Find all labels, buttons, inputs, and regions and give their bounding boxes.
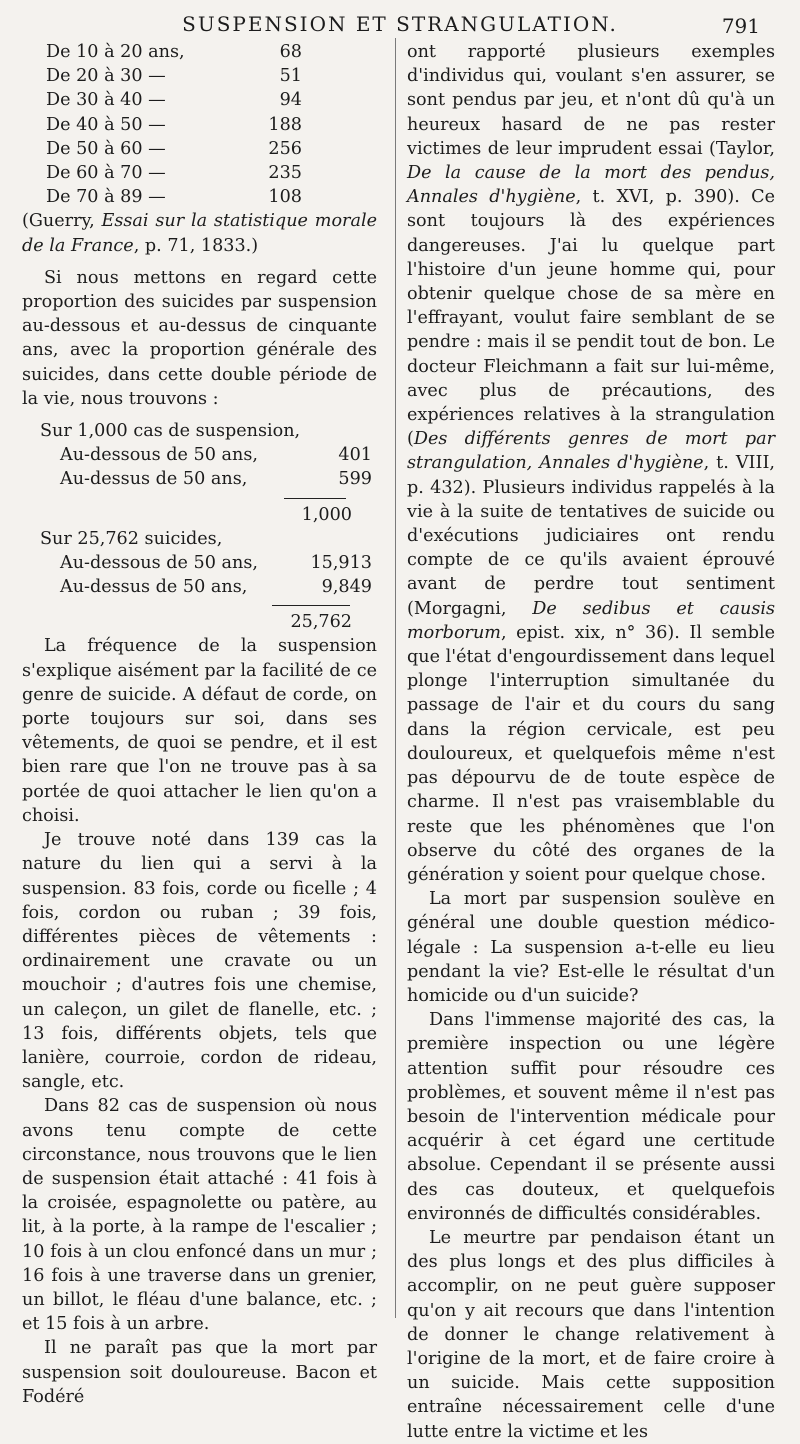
- paragraph: Le meurtre par pendaison étant un des plus longs et des plus difficiles à accomplir, on ne peut guère supposer qu'on y ait recours que dans l'intention de donner le change relativement à l'origine de la mort, et de faire croire à un suicide. Mais cette supposition entraîne nécessairement celle d'une lutte entre la victime et les: [407, 1227, 775, 1442]
- paragraph: Dans 82 cas de suspension où nous avons tenu compte de cette circonstance, nous trouvons que le lien de suspension était attaché : 41 fois à la croisée, espagnolette ou patère, au lit, à la porte, à la rampe de l'escalier ; 10 fois à un clou enfoncé dans un mur ; 16 fois à une traverse dans un grenier, un billot, le fléau d'une balance, etc. ; et 15 fois à un arbre.: [22, 1096, 377, 1335]
- stats-total: 1,000: [301, 504, 352, 525]
- stats-row: [40, 467, 377, 491]
- stats-total-row: [40, 610, 377, 634]
- stats-row: [40, 443, 377, 467]
- citation-open: (Guerry,: [22, 211, 102, 232]
- paragraph: Si nous mettons en regard cette proportion des suicides par suspension au-dessous et au-dessus de cinquante ans, avec la proportion générale des suicides, dans cette double période de la vie, nous trouvons :: [22, 267, 377, 409]
- sum-rule: [284, 498, 346, 499]
- italic-title: De sedibus et causis morborum: [407, 598, 775, 643]
- stats-total: 25,762: [290, 612, 352, 633]
- text-run: , t. XVI, p. 390). Ce sont toujours là des expériences dangereuses. J'ai lu quelque part l'histoire d'un jeune homme qui, pour obtenir quelque chose de sa mère en l'effrayant, voulut faire semblant de se pendre : mais il se pendit tout de bon. Le docteur Fleichmann a fait sur lui-même, avec plus de précautions, des expériences relatives à la strangulation (: [407, 187, 775, 450]
- age-range: De 50 à 60 —: [46, 138, 166, 159]
- text-run: ont rapporté plusieurs exemples d'individus qui, voulant s'en assurer, se sont pendus par jeu, et n'ont dû qu'à un heureux hasard de ne pas rester victimes de leur imprudent essai (Taylor,: [407, 42, 775, 159]
- age-count: 235: [268, 162, 302, 183]
- stats-value: 599: [338, 469, 372, 490]
- age-count: 94: [279, 90, 302, 111]
- age-count: 51: [279, 66, 302, 87]
- paragraph: [407, 40, 775, 887]
- stats-row: [40, 575, 377, 599]
- page-number: 791: [721, 14, 760, 38]
- age-row: [46, 161, 377, 185]
- age-range: De 70 à 89 —: [46, 187, 166, 208]
- italic-title: De la cause de la mort des pendus, Annales d'hygiène: [407, 163, 775, 208]
- stats-value: 401: [338, 445, 372, 466]
- age-range: De 60 à 70 —: [46, 162, 166, 183]
- age-count: 108: [268, 187, 302, 208]
- age-row: [46, 40, 377, 64]
- age-row: [46, 113, 377, 137]
- age-count: 68: [279, 42, 302, 62]
- age-row: [46, 137, 377, 161]
- text-run: , epist. xix, n° 36). Il semble que l'état d'engourdissement dans lequel plonge l'interruption simultanée du passage de l'air et du cours du sang dans la région cervicale, est peu douloureux, et quelquefois même n'est pas dépourvu de de toute espèce de charme. Il n'est pas vraisemblable du reste que les phénomènes que l'on observe du côté des organes de la génération y soient pour quelque chose.: [407, 622, 775, 885]
- stats-total-row: [40, 503, 377, 527]
- running-title: SUSPENSION ET STRANGULATION.: [182, 12, 618, 36]
- italic-title: Des différents genres de mort par strangulation, Annales d'hygiène: [407, 429, 775, 474]
- paragraph: La mort par suspension soulève en général une double question médico-légale : La suspension a-t-elle eu lieu pendant la vie? Est-elle le résultat d'un homicide ou d'un suicide?: [407, 889, 775, 1006]
- citation-title: Essai sur la statistique morale de la France: [22, 211, 377, 256]
- text-run: , t. VIII, p. 432). Plusieurs individus rappelés à la vie à la suite de tentatives de suicide ou d'exécutions judiciaires ont rendu compte de ce qu'ils avaient éprouvé avant de perdre tout sentiment (Morgagni,: [407, 453, 775, 619]
- citation-close: , p. 71, 1833.): [133, 235, 259, 256]
- right-column: [407, 40, 775, 1444]
- age-row: [46, 64, 377, 88]
- age-table: [46, 40, 377, 209]
- citation: [22, 209, 377, 257]
- stats-heading: Sur 1,000 cas de suspension,: [40, 420, 301, 441]
- age-count: 188: [268, 114, 302, 135]
- paragraph: La fréquence de la suspension s'explique aisément par la facilité de ce genre de suicide. A défaut de corde, on porte toujours sur soi, dans ses vêtements, de quoi se pendre, et il est bien rare que l'on ne trouve pas à sa portée de quoi attacher le lien qu'on a choisi.: [22, 636, 377, 826]
- stats-block: [40, 527, 377, 635]
- stats-label: Au-dessous de 50 ans,: [60, 552, 258, 573]
- paragraph: Dans l'immense majorité des cas, la première inspection ou une légère attention suffit pour résoudre ces problèmes, et souvent même il n'est pas besoin de l'intervention médicale pour acquérir à cet égard une certitude absolue. Cependant il se présente aussi des cas douteux, et quelquefois environnés de difficultés considérables.: [407, 1010, 775, 1224]
- age-range: De 40 à 50 —: [46, 114, 166, 135]
- age-row: [46, 88, 377, 112]
- age-range: De 10 à 20 ans,: [46, 42, 185, 62]
- stats-label: Au-dessus de 50 ans,: [60, 469, 248, 490]
- stats-label: Au-dessous de 50 ans,: [60, 445, 258, 466]
- age-row: [46, 185, 377, 209]
- stats-row: [40, 551, 377, 575]
- age-range: De 30 à 40 —: [46, 90, 166, 111]
- stats-value: 9,849: [321, 577, 372, 598]
- running-header: [0, 8, 800, 38]
- stats-heading: Sur 25,762 suicides,: [40, 528, 223, 549]
- age-count: 256: [268, 138, 302, 159]
- stats-value: 15,913: [310, 552, 372, 573]
- column-divider: [395, 38, 396, 1318]
- age-range: De 20 à 30 —: [46, 66, 166, 87]
- sum-rule: [272, 605, 350, 606]
- paragraph: Je trouve noté dans 139 cas la nature du lien qui a servi à la suspension. 83 fois, corde ou ficelle ; 4 fois, cordon ou ruban ; 39 fois, différentes pièces de vêtements : ordinairement une cravate ou un mouchoir ; d'autres fois une chemise, un caleçon, un gilet de flanelle, etc. ; 13 fois, différents objets, tels que lanière, courroie, cordon de rideau, sangle, etc.: [22, 830, 377, 1093]
- stats-block: [40, 419, 377, 527]
- paragraph: Il ne paraît pas que la mort par suspension soit douloureuse. Bacon et Fodéré: [22, 1338, 377, 1407]
- left-column: [22, 40, 377, 1409]
- stats-label: Au-dessus de 50 ans,: [60, 577, 248, 598]
